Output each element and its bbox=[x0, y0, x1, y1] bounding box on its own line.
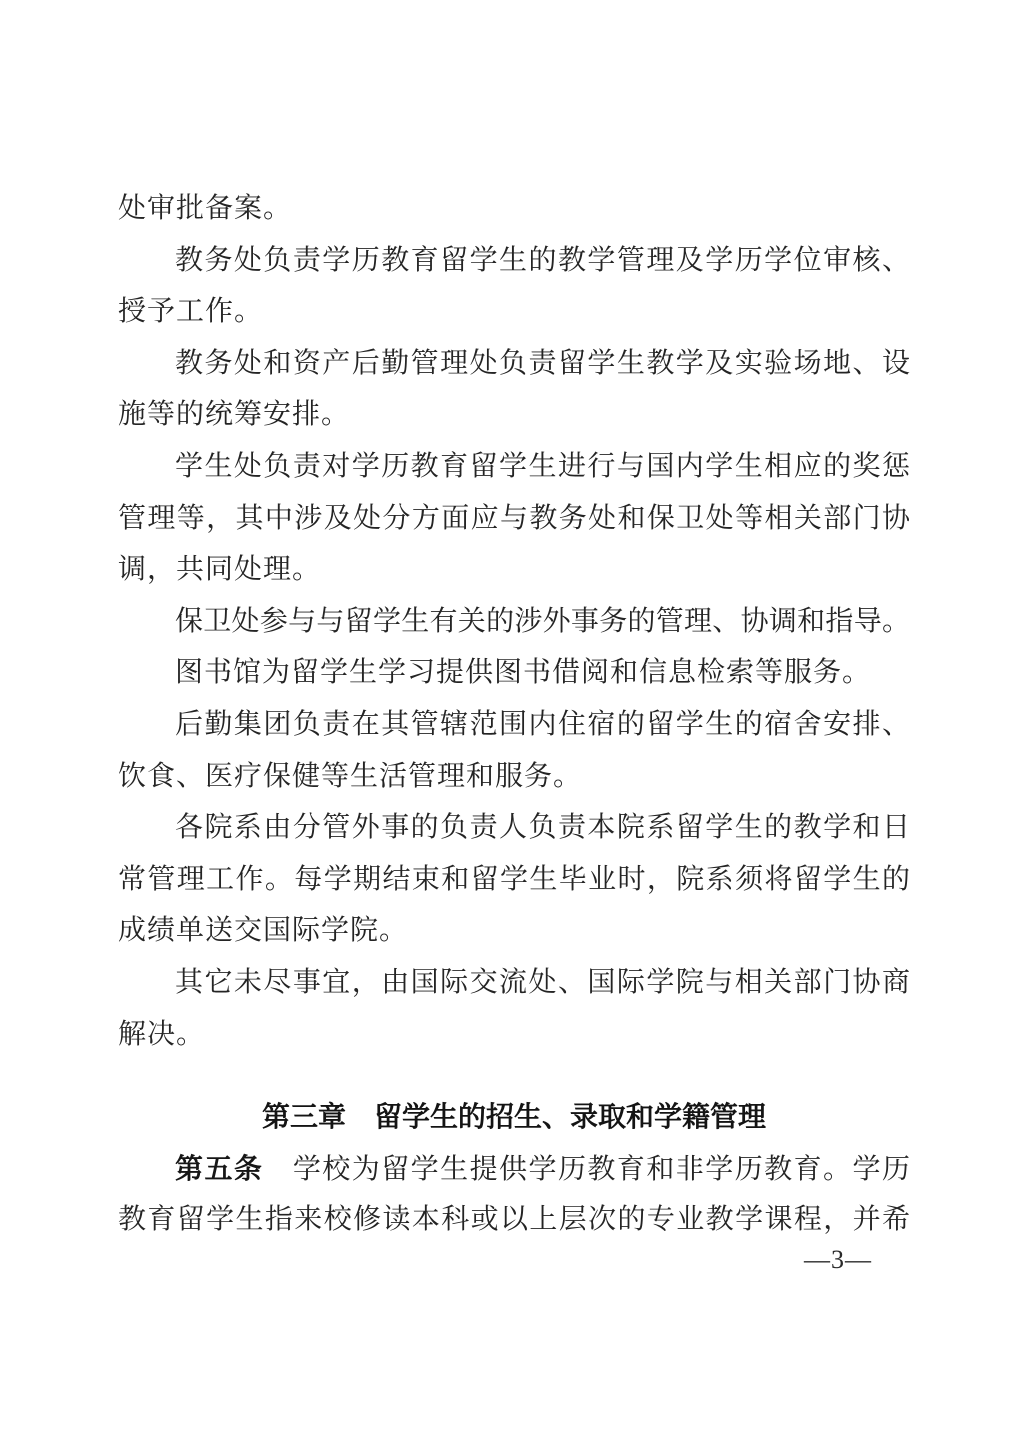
text-segment: 其它未尽事宜，由国际交流处、国际学院与相关部门协商 bbox=[175, 966, 910, 998]
text-segment: 处审批备案。 bbox=[118, 193, 293, 224]
text-line bbox=[118, 235, 910, 287]
text-line bbox=[118, 1009, 910, 1061]
text-segment: 学生处负责对学历教育留学生进行与国内学生相应的奖惩 bbox=[175, 450, 910, 482]
text-segment: 教育留学生指来校修读本科或以上层次的专业教学课程，并希 bbox=[118, 1204, 910, 1236]
text-line bbox=[118, 338, 910, 390]
text-line bbox=[118, 544, 910, 596]
text-segment: 图书馆为留学生学习提供图书借阅和信息检索等服务。 bbox=[175, 657, 872, 689]
page-number: —3— bbox=[804, 1245, 872, 1274]
text-segment: 教务处和资产后勤管理处负责留学生教学及实验场地、设 bbox=[175, 347, 910, 379]
text-line bbox=[118, 1143, 910, 1195]
article-number-label: 第五条 bbox=[175, 1152, 264, 1184]
text-line bbox=[118, 596, 910, 648]
text-segment: 施等的统筹安排。 bbox=[118, 399, 351, 431]
text-line bbox=[118, 441, 910, 493]
text-line bbox=[118, 751, 910, 803]
text-line bbox=[118, 647, 910, 699]
text-line bbox=[118, 854, 910, 906]
text-segment: 常管理工作。每学期结束和留学生毕业时，院系须将留学生的 bbox=[118, 863, 910, 895]
document-body bbox=[118, 183, 910, 1246]
text-line bbox=[118, 1194, 910, 1246]
text-line bbox=[118, 286, 910, 338]
text-line bbox=[118, 389, 910, 441]
text-line bbox=[118, 493, 910, 545]
text-line bbox=[118, 957, 910, 1009]
text-line bbox=[118, 699, 910, 751]
text-line bbox=[118, 802, 910, 854]
chapter-heading bbox=[118, 1091, 910, 1143]
text-segment: 调，共同处理。 bbox=[118, 554, 322, 586]
text-segment: 管理等，其中涉及处分方面应与教务处和保卫处等相关部门协 bbox=[118, 502, 910, 534]
text-segment: 保卫处参与与留学生有关的涉外事务的管理、协调和指导。 bbox=[175, 605, 910, 637]
text-line bbox=[118, 905, 910, 957]
text-segment: 后勤集团负责在其管辖范围内住宿的留学生的宿舍安排、 bbox=[175, 708, 910, 740]
text-segment: 各院系由分管外事的负责人负责本院系留学生的教学和日 bbox=[175, 812, 910, 844]
text-segment: 饮食、医疗保健等生活管理和服务。 bbox=[118, 760, 583, 792]
text-segment: 第三章 留学生的招生、录取和学籍管理 bbox=[261, 1101, 766, 1133]
text-segment: 学校为留学生提供学历教育和非学历教育。学历 bbox=[263, 1153, 910, 1185]
text-segment: 成绩单送交国际学院。 bbox=[118, 915, 409, 947]
text-line bbox=[118, 183, 910, 235]
text-segment: 解决。 bbox=[118, 1018, 206, 1050]
text-segment: 授予工作。 bbox=[118, 296, 264, 328]
text-segment: 教务处负责学历教育留学生的教学管理及学历学位审核、 bbox=[175, 244, 910, 276]
